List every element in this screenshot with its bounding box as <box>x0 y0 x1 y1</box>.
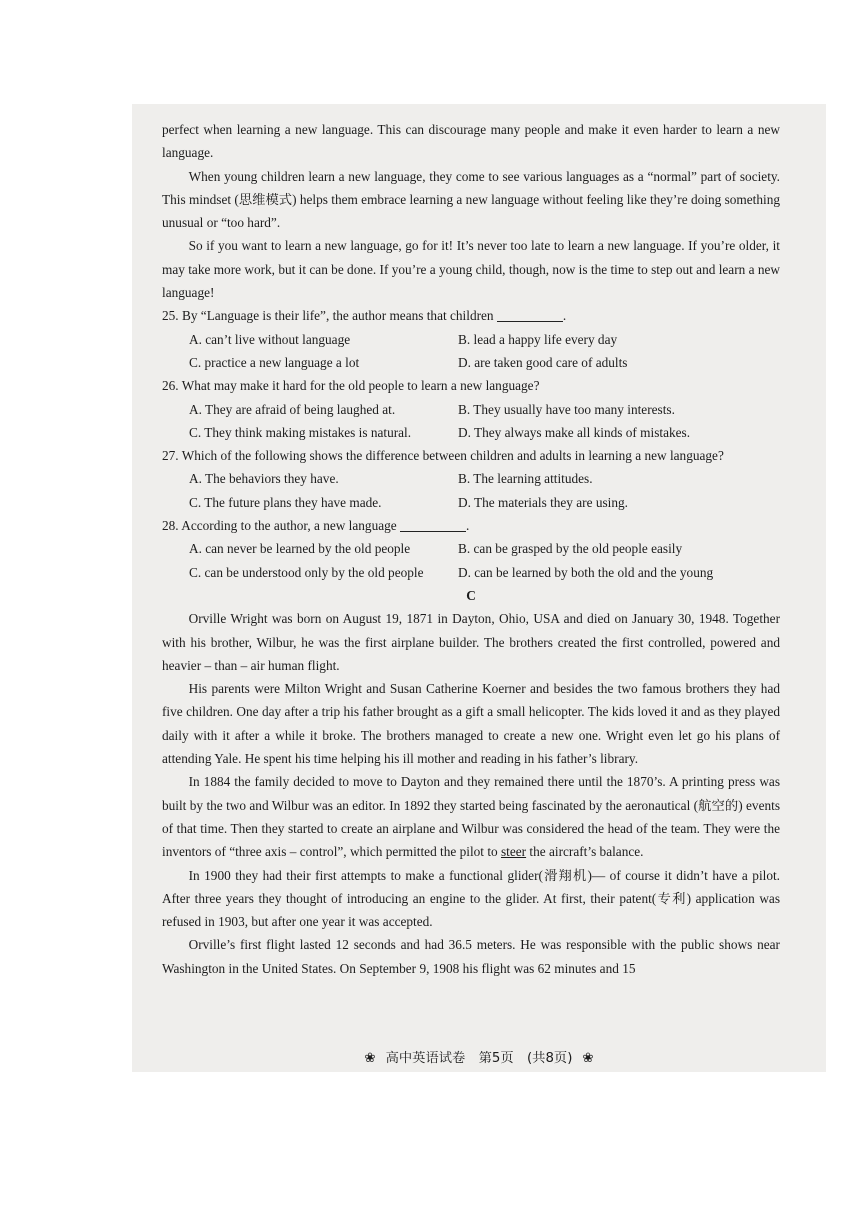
flower-icon: ❀ <box>364 1051 376 1066</box>
section-c-heading: C <box>466 587 476 603</box>
intro-paragraph-1: perfect when learning a new language. This can discourage many people and make it even harder to learn a new language. <box>162 122 780 161</box>
page-content <box>162 118 780 980</box>
option-d: D. The materials they are using. <box>458 494 628 510</box>
option-row <box>162 421 780 444</box>
option-a: A. can never be learned by the old people <box>189 541 411 557</box>
question-28 <box>162 514 780 584</box>
option-a: A. The behaviors they have. <box>189 471 339 487</box>
option-c: C. The future plans they have made. <box>189 494 382 510</box>
underlined-word: steer <box>500 844 527 860</box>
passage-c-paragraph-2: His parents were Milton Wright and Susan Catherine Koerner and besides the two famous brothers they had five children. One day after a trip his father brought as a gift a small helicopter. The kids loved it and as they played daily with it after a while it broke. The brothers managed to create a new one. Wright even let go his plans of attending Yale. He spent his time helping his ill mother and reading in his father’s library. <box>162 681 780 767</box>
option-row <box>162 561 780 584</box>
option-b: B. They usually have too many interests. <box>458 401 675 417</box>
footer-text: 高中英语试卷 第5页 (共8页) <box>385 1051 573 1066</box>
option-row <box>162 398 780 421</box>
passage-c-paragraph-5: Orville’s first flight lasted 12 seconds and had 36.5 meters. He was responsible with the public shows near Washington in the United States. On September 9, 1908 his flight was 62 minutes and 15 <box>162 937 780 976</box>
flower-icon: ❀ <box>582 1051 594 1066</box>
option-c: C. practice a new language a lot <box>189 354 360 370</box>
intro-paragraph-2: When young children learn a new language, they come to see various languages as a “normal” part of society. This mindset (思维模式) helps them embrace learning a new language without feeling like they’re doing something unusual or “too hard”. <box>162 168 780 231</box>
passage-c-paragraph-3: In 1884 the family decided to move to Dayton and they remained there until the 1870’s. A printing press was built by the two and Wilbur was an editor. In 1892 they started being fascinated by the aeronautical (航空的) events of that time. Then they started to create an airplane and Wilbur was considered the head of the team. They were the inventors of “three axis – control”, which permitted the pilot to steer the aircraft’s balance. <box>162 774 780 860</box>
option-a: A. They are afraid of being laughed at. <box>189 401 396 417</box>
option-c: C. can be understood only by the old people <box>189 564 424 580</box>
option-row <box>162 537 780 560</box>
question-stem: 28. According to the author, a new language . <box>162 518 470 534</box>
option-row <box>162 328 780 351</box>
option-row <box>162 491 780 514</box>
option-d: D. They always make all kinds of mistakes. <box>458 424 691 440</box>
answer-blank <box>497 307 563 322</box>
question-26 <box>162 374 780 444</box>
option-b: B. The learning attitudes. <box>458 471 593 487</box>
question-27 <box>162 444 780 514</box>
option-row <box>162 351 780 374</box>
option-a: A. can’t live without language <box>189 331 351 347</box>
passage-c-paragraph-4: In 1900 they had their first attempts to make a functional glider(滑翔机)— of course it didn’t have a pilot. After three years they thought of introducing an engine to the glider. At first, their patent(专利) application was refused in 1903, but after one year it was accepted. <box>162 867 780 930</box>
question-stem: 27. Which of the following shows the difference between children and adults in learning a new language? <box>162 448 724 464</box>
option-b: B. can be grasped by the old people easily <box>458 541 683 557</box>
option-row <box>162 467 780 490</box>
page-footer <box>132 1047 826 1066</box>
answer-blank <box>400 517 466 532</box>
question-stem: 25. By “Language is their life”, the author means that children . <box>162 308 567 324</box>
option-d: D. are taken good care of adults <box>458 354 628 370</box>
question-stem: 26. What may make it hard for the old people to learn a new language? <box>162 378 540 394</box>
option-c: C. They think making mistakes is natural. <box>189 424 412 440</box>
intro-paragraph-3: So if you want to learn a new language, go for it! It’s never too late to learn a new language. If you’re older, it may take more work, but it can be done. If you’re a young child, though, now is the time to step out and learn a new language! <box>162 238 780 301</box>
option-b: B. lead a happy life every day <box>458 331 618 347</box>
question-25 <box>162 304 780 374</box>
passage-c-paragraph-1: Orville Wright was born on August 19, 1871 in Dayton, Ohio, USA and died on January 30, 1948. Together with his brother, Wilbur, he was the first airplane builder. The brothers created the first controlled, powered and heavier – than – air human flight. <box>162 611 780 673</box>
option-d: D. can be learned by both the old and the young <box>458 564 714 580</box>
